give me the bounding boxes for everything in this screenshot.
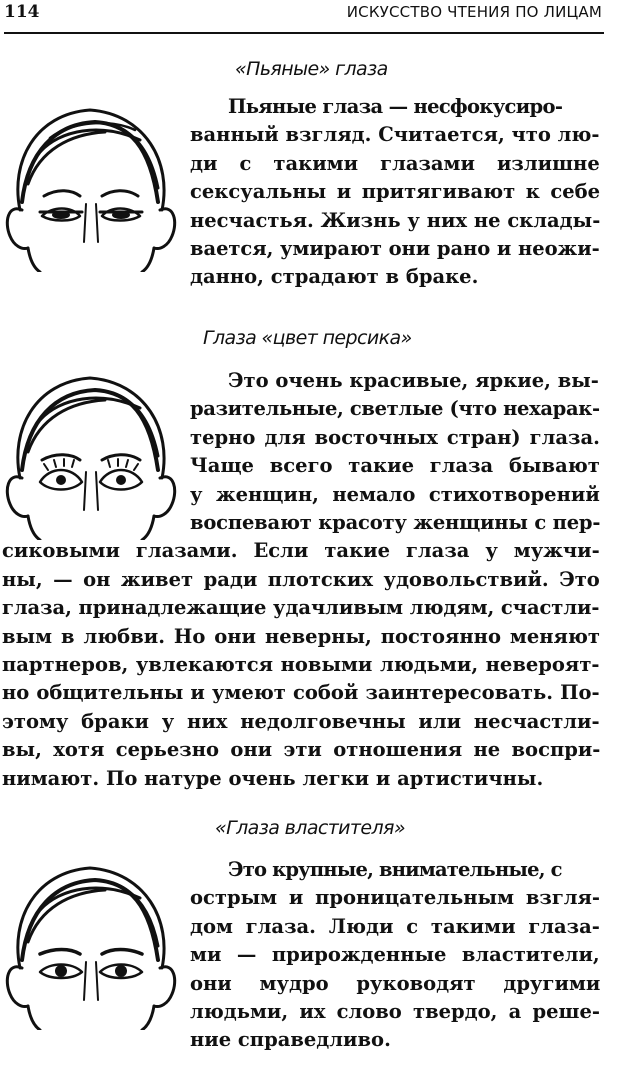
text-line: терно для восточных стран) глаза. [190, 425, 600, 449]
text-line: ми — прирожденные властители, [190, 943, 600, 967]
section-text-drunk-eyes [190, 93, 600, 292]
text-line: партнеров, увлекаются новыми людьми, невероят- [2, 653, 600, 677]
section-heading-peach-eyes: Глаза «цвет персика» [203, 327, 412, 349]
text-line: острым и проницательным взгля- [190, 886, 601, 910]
text-line: нимают. По натуре очень легки и артистичны. [2, 766, 544, 790]
text-line: ди с такими глазами излишне [190, 151, 600, 175]
text-line: вым в любви. Но они неверны, постоянно меняют [2, 624, 600, 648]
text-line: разительные, светлые (что нехарак- [190, 397, 600, 421]
text-line: этому браки у них недолговечны или несчастли- [2, 709, 600, 733]
text-line: Чаще всего такие глаза бывают [190, 454, 600, 478]
text-line: людьми, их слово твердо, а реше- [190, 1000, 600, 1024]
text-line: Пьяные глаза — несфокусиро- [228, 95, 563, 118]
face-illustration-drunk-eyes [0, 92, 180, 272]
text-line: воспевают красоту женщины с пер- [190, 511, 601, 535]
text-line: ние справедливо. [190, 1028, 391, 1052]
text-line: сексуальны и притягивают к себе [190, 180, 601, 204]
running-head [4, 0, 604, 34]
text-line: несчастья. Жизнь у них не склады- [190, 208, 601, 232]
text-line: сиковыми глазами. Если такие глаза у мужчи- [2, 539, 600, 563]
text-line: вы, хотя серьезно они эти отношения не воспри- [2, 738, 601, 762]
text-line: дом глаза. Люди с такими глаза- [190, 914, 600, 938]
face-illustration-ruler-eyes [0, 850, 180, 1030]
text-line: данно, страдают в браке. [190, 265, 479, 289]
text-line: они мудро руководят другими [190, 971, 601, 995]
text-line: ны, — он живет ради плотских удовольствий. Это [2, 567, 600, 591]
text-line: вается, умирают они рано и неожи- [190, 237, 600, 261]
book-title: ИСКУССТВО ЧТЕНИЯ ПО ЛИЦАМ [346, 3, 602, 21]
text-line: Это крупные, внимательные, с [228, 858, 562, 881]
text-line: Это очень красивые, яркие, вы- [228, 369, 599, 392]
section-text-peach-eyes [0, 367, 600, 793]
text-line: глаза, принадлежащие удачливым людям, счастли- [2, 596, 600, 620]
section-text-ruler-eyes [190, 856, 600, 1055]
section-heading-drunk-eyes: «Пьяные» глаза [235, 58, 388, 80]
text-line: ванный взгляд. Считается, что лю- [190, 123, 600, 147]
text-line: но общительны и умеют собой заинтересовать. По- [2, 681, 600, 705]
text-line: у женщин, немало стихотворений [190, 482, 600, 506]
page-number: 114 [4, 2, 40, 22]
section-heading-ruler-eyes: «Глаза властителя» [215, 817, 405, 839]
